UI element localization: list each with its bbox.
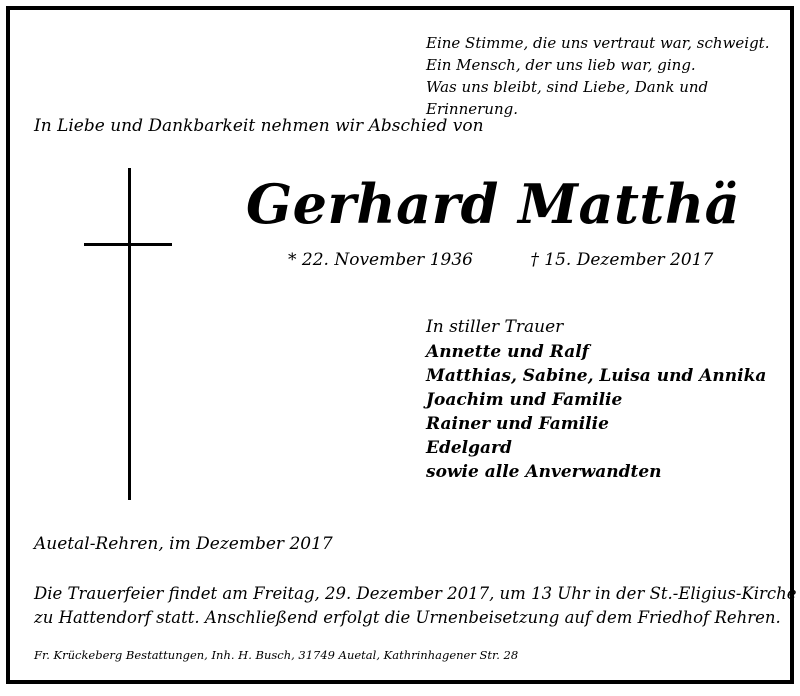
obituary-notice — [6, 6, 797, 684]
service-line: zu Hattendorf statt. Anschließend erfolgt die Urnenbeisetzung auf dem Friedhof Rehren. — [34, 608, 781, 627]
mourner-entry: Joachim und Familie — [426, 390, 623, 410]
service-line: Die Trauerfeier findet am Freitag, 29. Dezember 2017, um 13 Uhr in der St.-Eligius-Kirche — [34, 584, 797, 603]
poem-line: Eine Stimme, die uns vertraut war, schweigt. — [426, 34, 770, 52]
life-dates — [288, 250, 713, 270]
undertaker-info: Fr. Krückeberg Bestattungen, Inh. H. Busch, 31749 Auetal, Kathrinhagener Str. 28 — [34, 648, 519, 662]
mourners-heading: In stiller Trauer — [426, 317, 564, 337]
cross-icon — [128, 168, 131, 500]
birth-date: * 22. November 1936 — [288, 250, 473, 270]
intro-text: In Liebe und Dankbarkeit nehmen wir Abschied von — [34, 116, 484, 136]
mourner-entry: Edelgard — [426, 438, 512, 458]
deceased-name: Gerhard Matthä — [246, 172, 741, 236]
mourner-entry: Rainer und Familie — [426, 414, 609, 434]
death-date: † 15. Dezember 2017 — [530, 250, 714, 270]
mourners-list — [426, 314, 766, 484]
poem-line: Was uns bleibt, sind Liebe, Dank und Erinnerung. — [426, 78, 709, 118]
mourner-entry: Annette und Ralf — [426, 342, 589, 362]
mourner-entry: sowie alle Anverwandten — [426, 462, 662, 482]
mourner-entry: Matthias, Sabine, Luisa und Annika — [426, 366, 767, 386]
poem — [426, 32, 790, 120]
cross-icon-bar — [84, 243, 172, 246]
place-date: Auetal-Rehren, im Dezember 2017 — [34, 534, 333, 554]
poem-line: Ein Mensch, der uns lieb war, ging. — [426, 56, 696, 74]
service-info — [34, 582, 797, 630]
